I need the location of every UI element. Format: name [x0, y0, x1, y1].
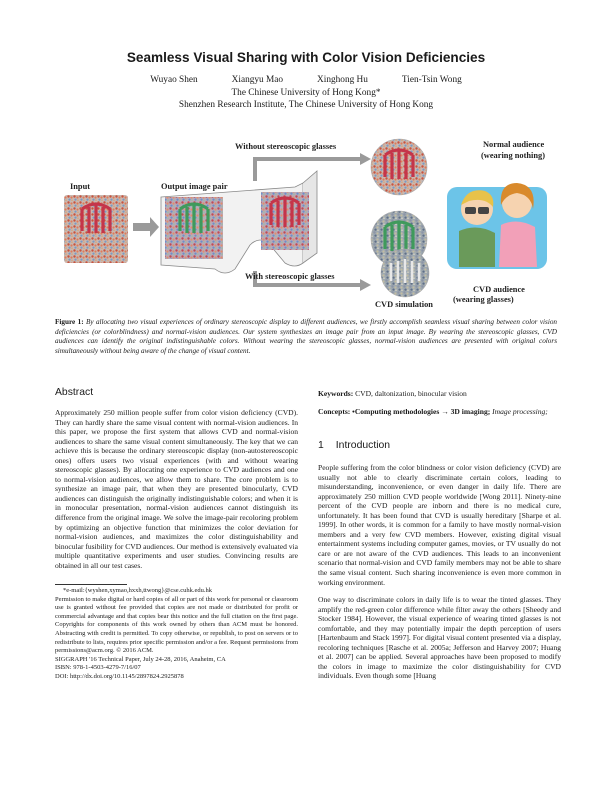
label-with-glasses: With stereoscopic glasses	[245, 272, 335, 281]
footnote-rule	[55, 584, 127, 585]
affiliation-secondary: Shenzhen Research Institute, The Chinese University of Hong Kong	[178, 100, 434, 110]
paper-title: Seamless Visual Sharing with Color Vision Deficiencies	[126, 50, 486, 65]
intro-paragraph-1: People suffering from the color blindness or color vision deficiency (CVD) are usually not able to clearly discriminate certain colors, leading to misunderstanding, inconvenience, or even danger in daily life. There are approximately 250 million CVD people worldwide [Wong 2011]. Ninety-nine percent of the CVD people are inborn and there is no medical cure, unfortunately. It has been found that CVD is usually hereditary [Sharpe et al. 1999]. In other words, it is common for a family to have mostly normal-vision members and a very few CVD members. However, existing digital visual entertainment systems including computer games, movies, or TV usually do not care or are not aware of the CVD audiences. This leads to an inconvenient scenario that normal-vision and CVD family members may not be able to share the same visual content. Such sharing inconvenience is even more common in working environment.	[318, 463, 561, 587]
concepts-line	[318, 407, 561, 417]
arrow-without-glasses	[255, 159, 360, 181]
keywords-line	[318, 389, 561, 399]
abstract-body	[55, 408, 298, 570]
label-output-pair: Output image pair	[161, 182, 228, 191]
footnote-venue: SIGGRAPH '16 Technical Paper, July 24-28, 2016, Anaheim, CA	[55, 655, 226, 663]
author-name: Xinghong Hu	[317, 75, 368, 85]
caption-label: Figure 1:	[55, 318, 84, 326]
figure-caption	[55, 318, 557, 356]
footnote	[55, 587, 298, 682]
teaser-figure	[55, 135, 557, 310]
label-cvd-simulation: CVD simulation	[375, 300, 433, 309]
label-cvd-audience-sub: (wearing glasses)	[453, 295, 514, 304]
abstract-heading: Abstract	[55, 387, 94, 398]
cvd-simulation-circle	[381, 249, 429, 297]
concepts-label: Concepts:	[318, 407, 351, 416]
intro-body	[318, 463, 561, 681]
intro-paragraph-2: One way to discriminate colors in daily life is to wear the tinted glasses. They amplify the red-green color difference while filter away the others [Sheedy and Stocker 1984]. However, the visual experience of wearing tinted glasses is not comfortable, and they may potentially impair the depth perception of users [Hartenbaum and Stack 1997]. For digital visual content presented via a display, recoloring techniques [Rasche et al. 2005a; Jefferson and Harvey 2007; Huang et al. 2007] can be applied. Several approaches have been proposed to modify the colors in image to maximize the color distinguishability for CVD individuals. Even though some [Huang	[318, 595, 561, 681]
keywords-label: Keywords:	[318, 389, 354, 398]
footnote-permission: Permission to make digital or hard copies of all or part of this work for personal or classroom use is granted without fee provided that copies are not made or distributed for profit or commercial advantage and that copies bear this notice and the full citation on the first page. Copyrights for components of this work owned by others than ACM must be honored. Abstracting with credit is permitted. To copy otherwise, or republish, to post on servers or to redistribute to lists, requires prior specific permission and/or a fee. Request permissions from permissions@acm.org. © 2016 ACM.	[55, 595, 298, 655]
concepts-text-italic: Image processing;	[492, 407, 548, 416]
footnote-email: *e-mail:{wyshen,xymao,hxxh,ttwong}@cse.cuhk.edu.hk	[63, 587, 213, 594]
intro-number: 1	[318, 440, 324, 451]
label-normal-audience-sub: (wearing nothing)	[481, 151, 545, 160]
caption-text: By allocating two visual experiences of ordinary stereoscopic display to different audiences, we firstly accomplish seamless visual sharing between color vision deficiencies (or colorblindness) and normal-vision audiences. Our system synthesizes an image pair from an input image. By wearing the stereoscopic glasses, CVD audiences can identify the original indistinguishable colors. Without wearing the stereoscopic glasses, normal-vision audiences are presented with original colors simultaneously without being aware of the change of visual content.	[55, 318, 558, 355]
footnote-doi: DOI: http://dx.doi.org/10.1145/2897824.2925878	[55, 672, 184, 680]
arrow-input-to-output	[133, 217, 159, 237]
intro-heading	[318, 440, 390, 451]
label-without-glasses: Without stereoscopic glasses	[235, 142, 337, 151]
author-name: Tien-Tsin Wong	[401, 75, 462, 85]
normal-view-circle	[371, 139, 427, 195]
label-normal-audience: Normal audience	[483, 140, 545, 149]
keywords-text: CVD, daltonization, binocular vision	[355, 389, 467, 398]
input-image	[64, 195, 128, 263]
label-input: Input	[70, 182, 91, 191]
author-name: Wuyao Shen	[150, 75, 198, 85]
footnote-isbn: ISBN: 978-1-4503-4279-7/16/07	[55, 664, 141, 672]
abstract-text: Approximately 250 million people suffer from color vision deficiency (CVD). They can hardly share the same visual content with normal-vision audiences. In this paper, we propose the first system that allows CVD and normal-vision audiences to share the same visual content simultaneously. The key that we can achieve this is because the ordinary stereoscopic display (non-autostereoscopic ones) offers users two visual experiences (with and without wearing stereoscopic glasses). By allocating one experience to CVD audiences and one to normal-vision audiences, we allow them to share. The core problem is to synthesize an image pair, that when they are presented binocularly, CVD audiences can distinguish the originally indistinguishable colors; and when it is in monocular presentation, normal-vision audiences cannot distinguish its difference from the original image. We solve the image-pair recoloring problem by optimizing an objective function that minimizes the color deviation for normal-vision audiences, and maximizes the color distinguishability and binocular fusibility for CVD audiences. Our method is extensively evaluated via multiple quantitative experiments and user studies. Convincing results are obtained in all our test cases.	[55, 408, 298, 570]
intro-title: Introduction	[335, 440, 391, 451]
label-cvd-audience: CVD audience	[473, 285, 525, 294]
concepts-text: •Computing methodologies → 3D imaging;	[352, 407, 491, 416]
author-name: Xiangyu Mao	[231, 75, 284, 85]
affiliation-primary: The Chinese University of Hong Kong*	[231, 88, 381, 98]
audience-illustration	[447, 183, 547, 269]
author-list	[0, 75, 612, 85]
